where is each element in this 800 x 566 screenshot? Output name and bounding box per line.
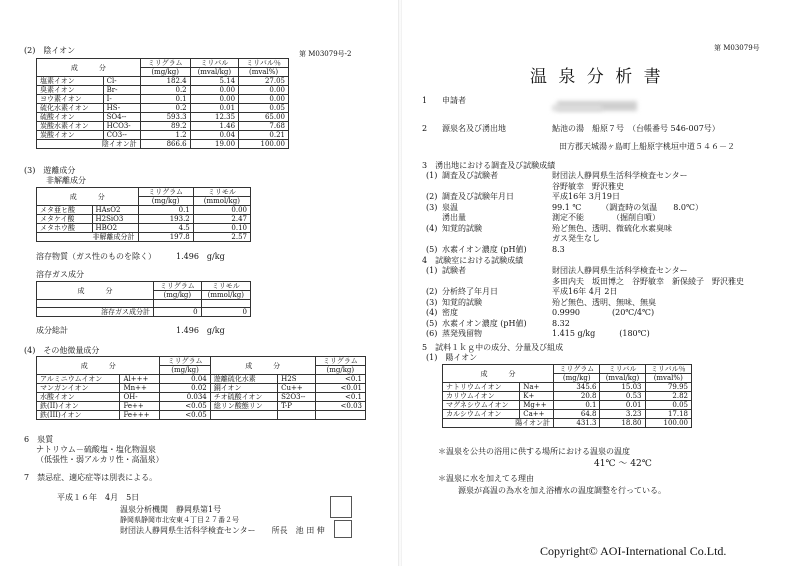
total-cell: 0 [201, 308, 250, 317]
col-unit: (mg/kg) [315, 366, 365, 375]
table-cell: 0.00 [190, 86, 238, 95]
col-header: 成 分 [443, 365, 554, 383]
non-dissociated-subtitle: 非解離成分 [46, 176, 86, 185]
col-unit: (mmol/kg) [201, 291, 250, 300]
table-row [443, 401, 692, 410]
table-cell: T-P [278, 402, 316, 411]
item-number: (2) [426, 192, 438, 201]
table-cell: 2.47 [193, 215, 250, 224]
component-name: カルシウムイオン [443, 410, 520, 419]
item-label: 分析終了年月日 [442, 287, 498, 296]
trace-title: (4) その他微量成分 [24, 346, 100, 355]
table-cell: I- [103, 95, 140, 104]
table-row [37, 300, 154, 308]
item-label: 泉温 [442, 202, 458, 212]
item-number: (4) [426, 223, 438, 233]
table-row [443, 392, 692, 401]
col-header: ミリグラム [140, 59, 190, 68]
item2-label: 源泉名及び湧出地 [442, 124, 506, 133]
table-cell: 12.35 [190, 113, 238, 122]
table-cell: Fe++ [120, 402, 160, 411]
total-cell: 2.57 [193, 233, 250, 242]
component-name: 鉄(III)イオン [37, 411, 120, 420]
table-cell: H2S [278, 375, 316, 384]
total-cell: 100.00 [645, 419, 691, 428]
table-row [37, 393, 366, 402]
item-value: 99.1 ℃ （調査時の気温 8.0℃） [552, 202, 703, 212]
component-name: メタホウ酸 [37, 224, 93, 233]
contraindications: 7 禁忌症、適応症等は別表による。 [24, 473, 158, 482]
table-cell: Br- [103, 86, 140, 95]
table-cell: 0.02 [160, 384, 210, 393]
component-name: 塩素イオン [37, 77, 104, 86]
col-header: 成 分 [37, 188, 139, 206]
total-cell: 866.6 [140, 140, 190, 149]
item-number: (5) [426, 244, 438, 254]
table-cell: 65.00 [239, 113, 289, 122]
trace-table [36, 356, 366, 420]
table-cell: 20.8 [554, 392, 600, 401]
table-cell: 7.68 [239, 122, 289, 131]
col-header: 成 分 [37, 59, 141, 77]
table-row [37, 77, 289, 86]
table-cell: 0.1 [554, 401, 600, 410]
col-header: 成 分 [210, 357, 315, 375]
item-value: 多田内夫 坂田博之 谷野敏幸 新保綾子 野沢雅史 [552, 276, 744, 286]
item-label: 水素イオン濃度 (pH値) [442, 244, 527, 254]
table-row [443, 383, 692, 392]
item4-title: 4 試験室における試験成績 [422, 256, 524, 265]
signer-line3: 財団法人静岡県生活科学検査センター 所長 池 田 伸 [120, 526, 325, 535]
table-cell [315, 411, 365, 420]
item-number: (6) [426, 329, 438, 338]
table-cell: 0.2 [140, 86, 190, 95]
item-value: ガス発生なし [552, 234, 600, 243]
table-cell: 64.8 [554, 410, 600, 419]
gas-title: 溶存ガス成分 [36, 270, 84, 279]
table-cell: HCO3- [103, 122, 140, 131]
table-cell: 0.034 [160, 393, 210, 402]
item-value: 測定不能 （掘削自噴） [552, 213, 660, 222]
table-cell: <0.1 [315, 375, 365, 384]
total-label: 陽イオン計 [443, 419, 554, 428]
table-cell: Cl- [103, 77, 140, 86]
component-name: 硫化水素イオン [37, 104, 104, 113]
component-name: ナトリウムイオン [443, 383, 520, 392]
item-value: 谷野敏幸 野沢雅史 [552, 181, 624, 191]
cation-subtitle: (1) 陽イオン [426, 353, 478, 362]
table-cell: <0.05 [160, 411, 210, 420]
table-row [37, 375, 366, 384]
water-added-reason: 源泉が高温の為水を加え浴槽水の温度調整を行っている。 [458, 486, 666, 495]
table-row [37, 86, 289, 95]
col-unit: (mg/kg) [138, 197, 193, 206]
table-cell: 4.5 [138, 224, 193, 233]
item1-label: 申請者 [442, 96, 466, 105]
item-value: 8.32 [552, 318, 570, 328]
item-number: (3) [426, 297, 438, 307]
item-label: 知覚的試験 [442, 223, 482, 233]
table-cell: Mg++ [520, 401, 554, 410]
col-header: ミリグラム [154, 282, 202, 291]
component-name: メタ亜ヒ酸 [37, 206, 93, 215]
table-cell: H2SiO3 [92, 215, 138, 224]
issue-date: 平成１６年 4月 5日 [57, 493, 140, 502]
component-name [210, 411, 277, 420]
table-cell: Mn++ [120, 384, 160, 393]
component-name: チオ硫酸イオン [210, 393, 277, 402]
col-header: 成 分 [37, 357, 160, 375]
signer-line2: 静岡県静岡市北安東４丁目２７番２号 [120, 516, 239, 524]
spring-quality-line1: ナトリウム－硫酸塩・塩化物温泉 [36, 445, 156, 454]
table-cell: 89.2 [140, 122, 190, 131]
item2-num: 2 [422, 124, 428, 133]
col-unit: (mg/kg) [154, 291, 202, 300]
item-value: 0.9990 (20℃/4℃) [552, 308, 655, 317]
item-label: 調査及び試験者 [442, 171, 498, 180]
item-value: 8.3 [552, 244, 565, 254]
table-cell: SO4-- [103, 113, 140, 122]
item-number: (1) [426, 171, 438, 180]
free-components-title: (3) 遊離成分 [24, 166, 76, 175]
table-cell: 0.1 [140, 95, 190, 104]
total-cell: 18.80 [600, 419, 645, 428]
spring-quality-line2: （低張性・弱アルカリ性・高温泉） [36, 455, 164, 464]
col-unit: (mg/kg) [160, 366, 210, 375]
solute-label: 溶存物質（ガス性のものを除く） [36, 252, 156, 261]
item-number: (4) [426, 308, 438, 317]
total-cell: 197.8 [138, 233, 193, 242]
col-header: ミリバル％ [645, 365, 691, 374]
water-added-note: ＊温泉に水を加えてる理由 [438, 474, 534, 483]
anion-title: (2) 陰イオン [24, 46, 76, 55]
col-header: ミリバル [190, 59, 238, 68]
copyright-text: Copyright© AOI-International Co.Ltd. [540, 544, 727, 558]
anion-table [36, 58, 289, 149]
col-unit: (mval%) [645, 374, 691, 383]
component-name: アルミニウムイオン [37, 375, 120, 384]
table-row [37, 95, 289, 104]
bathing-temp-range: 41℃ ～ 42℃ [594, 459, 652, 469]
table-cell: Fe+++ [120, 411, 160, 420]
table-cell: CO3-- [103, 131, 140, 140]
item-number: (1) [426, 266, 438, 275]
col-header: ミリグラム [315, 357, 365, 366]
table-cell: 1.46 [190, 122, 238, 131]
component-name: マンガンイオン [37, 384, 120, 393]
col-header: ミリモル [201, 282, 250, 291]
gas-table [36, 281, 251, 317]
table-row [37, 224, 251, 233]
col-unit: (mval%) [239, 68, 289, 77]
right-page [402, 0, 800, 566]
table-cell: 79.95 [645, 383, 691, 392]
director-seal-icon [334, 520, 352, 538]
table-cell [278, 411, 316, 420]
table-cell: 593.3 [140, 113, 190, 122]
col-header: 成 分 [37, 282, 154, 300]
table-cell: Cu++ [278, 384, 316, 393]
table-cell: 193.2 [138, 215, 193, 224]
col-header: ミリバル [600, 365, 645, 374]
item1-num: 1 [422, 96, 428, 105]
left-doc-number: 第 M03079号-2 [299, 50, 352, 58]
table-cell: 0.00 [190, 95, 238, 104]
component-name: 炭酸水素イオン [37, 122, 104, 131]
component-name: マグネシウムイオン [443, 401, 520, 410]
table-cell: 0.00 [239, 95, 289, 104]
table-cell: 0.21 [239, 131, 289, 140]
table-cell: Al+++ [120, 375, 160, 384]
table-cell: 0.01 [600, 401, 645, 410]
component-name: 銅イオン [210, 384, 277, 393]
table-cell: 0.53 [600, 392, 645, 401]
col-unit: (mg/kg) [140, 68, 190, 77]
component-name: 水酸イオン [37, 393, 120, 402]
col-header: ミリグラム [554, 365, 600, 374]
table-cell: <0.01 [315, 384, 365, 393]
table-cell: <0.1 [315, 393, 365, 402]
item-label: 密度 [442, 308, 458, 317]
table-row [37, 206, 251, 215]
table-row [37, 113, 289, 122]
col-header: ミリバル％ [239, 59, 289, 68]
grand-total-label: 成分総計 [36, 326, 68, 335]
bathing-temp-note: ＊温泉を公共の浴用に供する場所における温泉の温度 [438, 447, 630, 456]
source-name: 鮎池の湯 船原７号 （台帳番号 546-007号） [552, 124, 720, 133]
table-cell: 2.82 [645, 392, 691, 401]
table-cell: 0.10 [193, 224, 250, 233]
col-header: ミリモル [193, 188, 250, 197]
non-dissociated-table [36, 187, 251, 242]
component-name: 鉄(II)イオン [37, 402, 120, 411]
item-label: 知覚的試験 [442, 297, 482, 307]
col-unit: (mg/kg) [554, 374, 600, 383]
table-cell: HS- [103, 104, 140, 113]
item-label: 試験者 [442, 266, 466, 275]
item-number: (5) [426, 318, 438, 328]
total-label: 溶存ガス成分計 [37, 308, 154, 317]
component-name: 硫酸イオン [37, 113, 104, 122]
col-unit: (mmol/kg) [193, 197, 250, 206]
solute-value: 1.496 g/kg [176, 252, 225, 261]
item-label: 水素イオン濃度 (pH値) [442, 318, 527, 328]
table-cell: 0.04 [160, 375, 210, 384]
item-value: 1.415 g/kg (180℃) [552, 329, 650, 338]
table-cell: 15.03 [600, 383, 645, 392]
table-row [37, 131, 289, 140]
total-cell: 100.00 [239, 140, 289, 149]
component-name: 臭素イオン [37, 86, 104, 95]
table-cell: 3.23 [600, 410, 645, 419]
table-cell: 0.04 [190, 131, 238, 140]
source-address: 田方郡天城湯ヶ島町上船原字桃垣中道５４６－２ [559, 142, 735, 151]
col-unit: (mval/kg) [600, 374, 645, 383]
table-cell: 0.00 [193, 206, 250, 215]
table-row [37, 411, 366, 420]
table-cell: <0.03 [315, 402, 365, 411]
table-cell: 345.6 [554, 383, 600, 392]
table-cell: 0.01 [190, 104, 238, 113]
col-unit: (mval/kg) [190, 68, 238, 77]
table-cell: 0.2 [140, 104, 190, 113]
table-cell: 0.1 [138, 206, 193, 215]
document-title: 温 泉 分 析 書 [530, 67, 664, 87]
item-value: 殆ど無色、透明、無味、無臭 [552, 297, 656, 307]
total-label: 陰イオン計 [37, 140, 141, 149]
table-cell: OH- [120, 393, 160, 402]
signer-line1: 温泉分析機関 静岡県第1号 [120, 505, 222, 514]
table-cell: 17.18 [645, 410, 691, 419]
item-label: 湧出量 [442, 213, 466, 222]
table-row [443, 410, 692, 419]
col-header: ミリグラム [138, 188, 193, 197]
cation-table [442, 364, 692, 428]
item-value: 財団法人静岡県生活科学検査センター [552, 266, 688, 275]
table-cell: 0.05 [239, 104, 289, 113]
component-name: 炭酸イオン [37, 131, 104, 140]
table-cell: K+ [520, 392, 554, 401]
total-cell: 0 [154, 308, 202, 317]
component-name: 遊離硫化水素 [210, 375, 277, 384]
component-name: 総リン酸態リン [210, 402, 277, 411]
table-cell: S2O3-- [278, 393, 316, 402]
table-cell: 0.05 [645, 401, 691, 410]
table-cell: HAsO2 [92, 206, 138, 215]
component-name: ヨウ素イオン [37, 95, 104, 104]
table-cell: 5.14 [190, 77, 238, 86]
grand-total-value: 1.496 g/kg [176, 326, 225, 335]
table-cell: Na+ [520, 383, 554, 392]
component-name: メタケイ酸 [37, 215, 93, 224]
table-cell: 27.05 [239, 77, 289, 86]
item-value: 平成16年 4月 2日 [552, 287, 618, 296]
item-value: 財団法人静岡県生活科学検査センター [552, 171, 688, 180]
table-row [37, 122, 289, 131]
item-label: 蒸発残留物 [442, 329, 482, 338]
table-row [37, 215, 251, 224]
table-row [37, 402, 366, 411]
table-cell: Ca++ [520, 410, 554, 419]
table-cell: <0.05 [160, 402, 210, 411]
official-seal-icon [330, 496, 352, 518]
item-number: (3) [426, 202, 438, 212]
item3-title: 3 湧出地における調査及び試験成績 [422, 161, 556, 170]
total-cell: 431.3 [554, 419, 600, 428]
item-number: (2) [426, 287, 438, 296]
table-cell: HBO2 [92, 224, 138, 233]
right-doc-number: 第 M03079号 [714, 44, 760, 52]
table-row [37, 104, 289, 113]
table-row [37, 384, 366, 393]
item-label: 調査及び試験年月日 [442, 192, 514, 201]
table-cell: 182.4 [140, 77, 190, 86]
spring-quality-title: 6 泉質 [24, 435, 54, 444]
table-cell: 0.00 [239, 86, 289, 95]
component-name: カリウムイオン [443, 392, 520, 401]
total-label: 非解離成分計 [37, 233, 139, 242]
item-value: 平成16年 3月19日 [552, 192, 620, 201]
redacted-applicant-2 [552, 105, 602, 111]
item-value: 殆ど無色、透明、微硫化水素臭味 [552, 223, 672, 233]
item5-title: 5 試料１ｋｇ中の成分、分量及び組成 [422, 343, 564, 352]
total-cell: 19.00 [190, 140, 238, 149]
table-cell: 1.2 [140, 131, 190, 140]
col-header: ミリグラム [160, 357, 210, 366]
